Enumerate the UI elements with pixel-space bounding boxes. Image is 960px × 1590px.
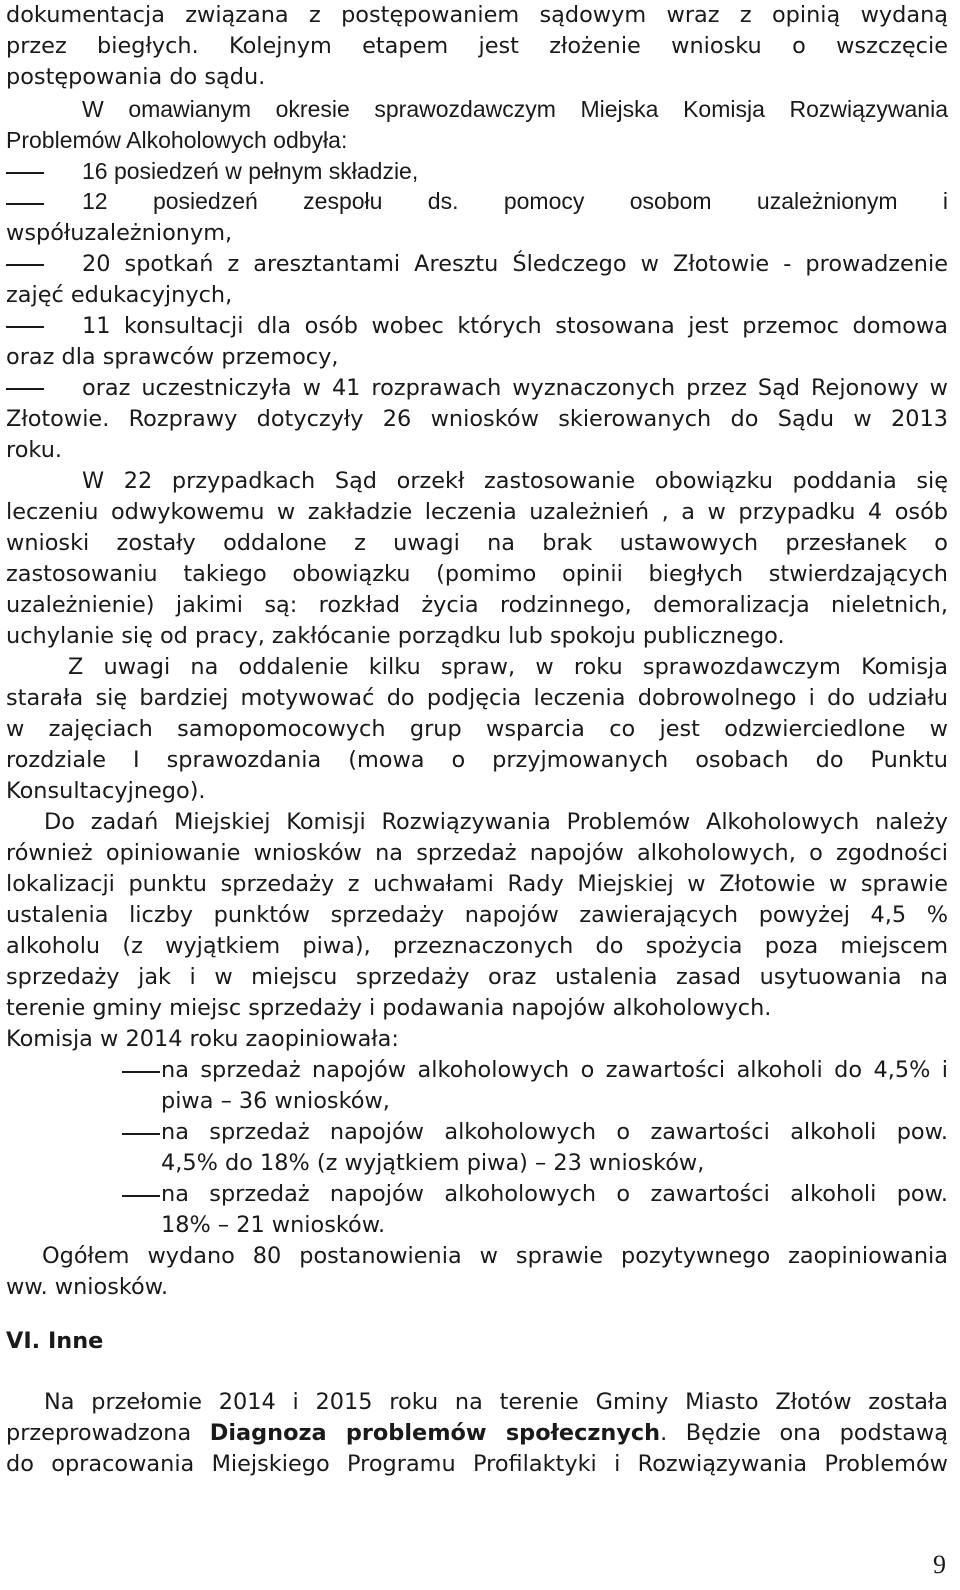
text-line: oraz dla sprawców przemocy, [6,344,339,370]
text-line: Ogółem wydano 80 postanowienia w sprawie pozytywnego zaopiniowania [42,1243,948,1269]
text-line: roku. [6,437,62,463]
text-line: Konsultacyjnego). [6,778,206,804]
text-line: do opracowania Miejskiego Programu Profilaktyki i Rozwiązywania Problemów [6,1451,948,1477]
list-item: 12 posiedzeń zespołu ds. pomocy osobom uzależnionym i [82,188,948,214]
text-line: piwa – 36 wniosków, [161,1088,390,1114]
bold-term: Diagnoza problemów społecznych [209,1420,661,1446]
text-line: 4,5% do 18% (z wyjątkiem piwa) – 23 wniosków, [161,1150,705,1176]
text-line: Złotowie. Rozprawy dotyczyły 26 wniosków skierowanych do Sądu w 2013 [6,406,948,432]
text-line [6,1418,948,1449]
text-line: Z uwagi na oddalenie kilku spraw, w roku sprawozdawczym Komisja [68,654,948,680]
list-dash [122,1071,160,1073]
list-item: 11 konsultacji dla osób wobec których stosowana jest przemoc domowa [82,313,948,339]
list-item: na sprzedaż napojów alkoholowych o zawartości alkoholi do 4,5% i [161,1057,948,1083]
list-item: 20 spotkań z aresztantami Aresztu Śledczego w Złotowie - prowadzenie [82,251,948,277]
text-line: Do zadań Miejskiej Komisji Rozwiązywania Problemów Alkoholowych należy [44,809,948,835]
text-line: uzależnienie) jakimi są: rozkład życia rodzinnego, demoralizacja nieletnich, [6,592,948,618]
list-item: 16 posiedzeń w pełnym składzie, [82,158,419,184]
text-line: Problemów Alkoholowych odbyła: [6,127,348,153]
text-line: postępowania do sądu. [6,64,266,90]
list-item: na sprzedaż napojów alkoholowych o zawartości alkoholi pow. [161,1119,948,1145]
text-line: dokumentacja związana z postępowaniem sądowym wraz z opinią wydaną [6,2,948,28]
text-line: rozdziale I sprawozdania (mowa o przyjmowanych osobach do Punktu [6,747,948,773]
text-line: lokalizacji punktu sprzedaży z uchwałami Rady Miejskiej w Złotowie w sprawie [6,871,948,897]
list-dash [122,1133,160,1135]
text-line: W 22 przypadkach Sąd orzekł zastosowanie obowiązku poddania się [82,468,948,494]
section-heading: VI. Inne [6,1328,104,1354]
text-run: przeprowadzona [6,1420,210,1446]
text-line: sprzedaży jak i w miejscu sprzedaży oraz ustalenia zasad usytuowania na [6,964,948,990]
text-line: zajęć edukacyjnych, [6,282,233,308]
list-dash [6,326,44,328]
list-dash [6,388,44,390]
text-line: ustalenia liczby punktów sprzedaży napojów zawierających powyżej 4,5 % [6,902,948,928]
text-line: przez biegłych. Kolejnym etapem jest złożenie wniosku o wszczęcie [6,33,948,59]
text-line: ww. wniosków. [6,1274,169,1300]
text-line: zastosowaniu takiego obowiązku (pomimo opinii biegłych stwierdzających [6,561,948,587]
text-line: W omawianym okresie sprawozdawczym Miejska Komisja Rozwiązywania [82,96,948,122]
text-line: współuzależnionym, [6,220,233,246]
list-dash [122,1195,160,1197]
text-line: terenie gminy miejsc sprzedaży i podawania napojów alkoholowych. [6,995,772,1021]
list-item: na sprzedaż napojów alkoholowych o zawartości alkoholi pow. [161,1181,948,1207]
page-number: 9 [933,1550,946,1579]
list-item: oraz uczestniczyła w 41 rozprawach wyznaczonych przez Sąd Rejonowy w [82,375,948,401]
text-line: leczeniu odwykowemu w zakładzie leczenia uzależnień , a w przypadku 4 osób [6,499,948,525]
list-dash [6,203,44,205]
text-line: również opiniowanie wniosków na sprzedaż napojów alkoholowych, o zgodności [6,840,948,866]
text-line: 18% – 21 wniosków. [161,1212,386,1238]
text-line: wnioski zostały oddalone z uwagi na brak ustawowych przesłanek o [6,530,948,556]
text-line: starała się bardziej motywować do podjęcia leczenia dobrowolnego i do udziału [6,685,948,711]
text-line: w zajęciach samopomocowych grup wsparcia co jest odzwierciedlone w [6,716,948,742]
list-dash [6,172,44,174]
text-line: uchylanie się od pracy, zakłócanie porządku lub spokoju publicznego. [6,623,785,649]
text-line: Komisja w 2014 roku zaopiniowała: [6,1026,399,1052]
text-run: . Będzie ona podstawą [660,1420,948,1446]
text-line: alkoholu (z wyjątkiem piwa), przeznaczonych do spożycia poza miejscem [6,933,948,959]
list-dash [6,264,44,266]
text-line: Na przełomie 2014 i 2015 roku na terenie Gminy Miasto Złotów została [44,1389,948,1415]
